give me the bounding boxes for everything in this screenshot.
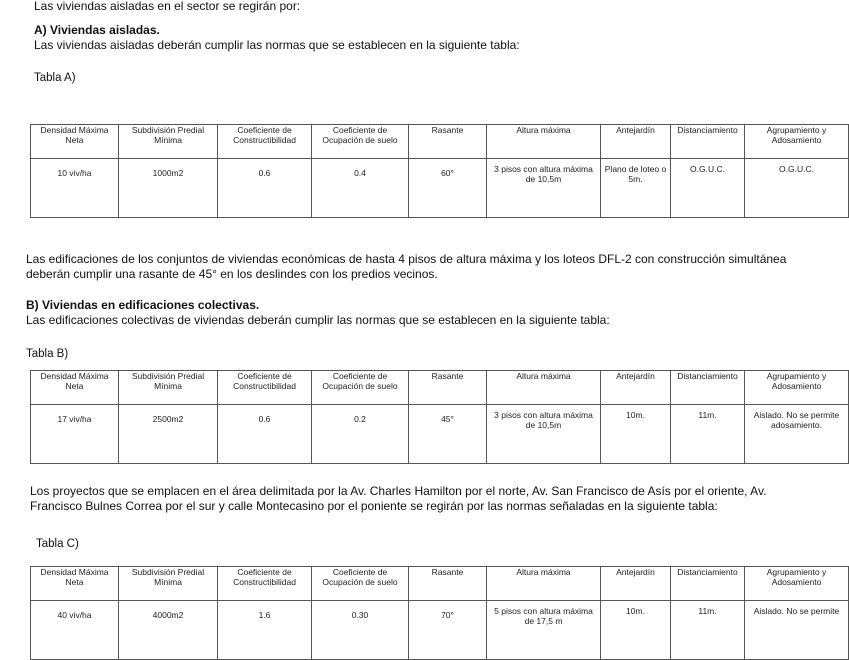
table-b (30, 370, 849, 464)
col-header-rasante: Rasante (409, 125, 487, 159)
cell-subdivision: 4000m2 (119, 601, 218, 660)
note-a-line-2: deberán cumplir una rasante de 45° en los deslindes con los predios vecinos. (26, 267, 438, 281)
col-header-constructibility: Coeficiente de Constructibilidad (218, 371, 312, 405)
col-header-occupation: Coeficiente de Ocupación de suelo (312, 371, 409, 405)
table-a (30, 124, 849, 218)
cell-max-height: 3 pisos con altura máxima de 10,5m (487, 405, 601, 464)
cell-max-height: 5 pisos con altura máxima de 17,5 m (487, 601, 601, 660)
col-header-antejardin: Antejardín (601, 125, 671, 159)
col-header-rasante: Rasante (409, 371, 487, 405)
table-b-header-row (31, 371, 849, 405)
table-b-data-row (31, 405, 849, 464)
col-header-antejardin: Antejardín (601, 567, 671, 601)
cell-max-height: 3 pisos con altura máxima de 10,5m (487, 159, 601, 218)
cell-antejardin: Plano de loteo o 5m. (601, 159, 671, 218)
col-header-density: Densidad Máxima Neta (31, 125, 119, 159)
col-header-max-height: Altura máxima (487, 125, 601, 159)
note-b-line-1: Los proyectos que se emplacen en el área delimitada por la Av. Charles Hamilton por el norte, Av. San Francisco de Asís por el oriente, Av. (30, 484, 767, 498)
cell-density: 17 viv/ha (31, 405, 119, 464)
table-a-label: Tabla A) (34, 72, 76, 84)
cell-antejardin: 10m. (601, 601, 671, 660)
cell-subdivision: 2500m2 (119, 405, 218, 464)
table-c-label: Tabla C) (36, 538, 79, 550)
col-header-constructibility: Coeficiente de Constructibilidad (218, 125, 312, 159)
cell-distance: 11m. (671, 405, 745, 464)
table-c-viewport (0, 566, 840, 630)
col-header-max-height: Altura máxima (487, 371, 601, 405)
cell-antejardin: 10m. (601, 405, 671, 464)
table-c-data-row (31, 601, 849, 660)
section-a-title: A) Viviendas aisladas. (34, 23, 160, 37)
cell-grouping: Aislado. No se permite adosamiento. (745, 405, 849, 464)
col-header-distance: Distanciamiento (671, 371, 745, 405)
cell-constructibility: 0.6 (218, 405, 312, 464)
table-a-header-row (31, 125, 849, 159)
cut-off-top-line: Las viviendas aisladas en el sector se regirán por: (34, 0, 301, 13)
col-header-constructibility: Coeficiente de Constructibilidad (218, 567, 312, 601)
cell-occupation: 0.4 (312, 159, 409, 218)
cell-constructibility: 1.6 (218, 601, 312, 660)
cell-subdivision: 1000m2 (119, 159, 218, 218)
col-header-antejardin: Antejardín (601, 371, 671, 405)
col-header-distance: Distanciamiento (671, 125, 745, 159)
table-a-data-row (31, 159, 849, 218)
col-header-rasante: Rasante (409, 567, 487, 601)
section-b-title: B) Viviendas en edificaciones colectivas. (26, 298, 260, 312)
col-header-grouping: Agrupamiento y Adosamiento (745, 125, 849, 159)
cell-distance: O.G.U.C. (671, 159, 745, 218)
cell-occupation: 0.2 (312, 405, 409, 464)
col-header-density: Densidad Máxima Neta (31, 371, 119, 405)
col-header-grouping: Agrupamiento y Adosamiento (745, 371, 849, 405)
cell-density: 10 viv/ha (31, 159, 119, 218)
col-header-subdivision: Subdivisión Predial Mínima (119, 371, 218, 405)
section-a-intro: Las viviendas aisladas deberán cumplir las normas que se establecen en la siguiente tabla: (34, 38, 520, 52)
cell-rasante: 45° (409, 405, 487, 464)
col-header-subdivision: Subdivisión Predial Mínima (119, 567, 218, 601)
cell-distance: 11m. (671, 601, 745, 660)
col-header-occupation: Coeficiente de Ocupación de suelo (312, 567, 409, 601)
cell-rasante: 70° (409, 601, 487, 660)
col-header-max-height: Altura máxima (487, 567, 601, 601)
table-c (30, 566, 849, 660)
col-header-subdivision: Subdivisión Predial Mínima (119, 125, 218, 159)
cell-grouping: O.G.U.C. (745, 159, 849, 218)
cell-grouping: Aislado. No se permite (745, 601, 849, 660)
table-b-label: Tabla B) (26, 348, 69, 360)
cell-density: 40 viv/ha (31, 601, 119, 660)
cell-occupation: 0.30 (312, 601, 409, 660)
note-b-line-2: Francisco Bulnes Correa por el sur y calle Montecasino por el poniente se regirán por las normas señaladas en la siguiente tabla: (30, 499, 718, 513)
col-header-distance: Distanciamiento (671, 567, 745, 601)
col-header-occupation: Coeficiente de Ocupación de suelo (312, 125, 409, 159)
section-b-intro: Las edificaciones colectivas de viviendas deberán cumplir las normas que se establecen en la siguiente tabla: (26, 313, 610, 327)
cell-constructibility: 0.6 (218, 159, 312, 218)
col-header-grouping: Agrupamiento y Adosamiento (745, 567, 849, 601)
cell-rasante: 60° (409, 159, 487, 218)
col-header-density: Densidad Máxima Neta (31, 567, 119, 601)
note-a-line-1: Las edificaciones de los conjuntos de viviendas económicas de hasta 4 pisos de altura máxima y los loteos DFL-2 con construcción simultánea (26, 252, 787, 266)
table-c-header-row (31, 567, 849, 601)
